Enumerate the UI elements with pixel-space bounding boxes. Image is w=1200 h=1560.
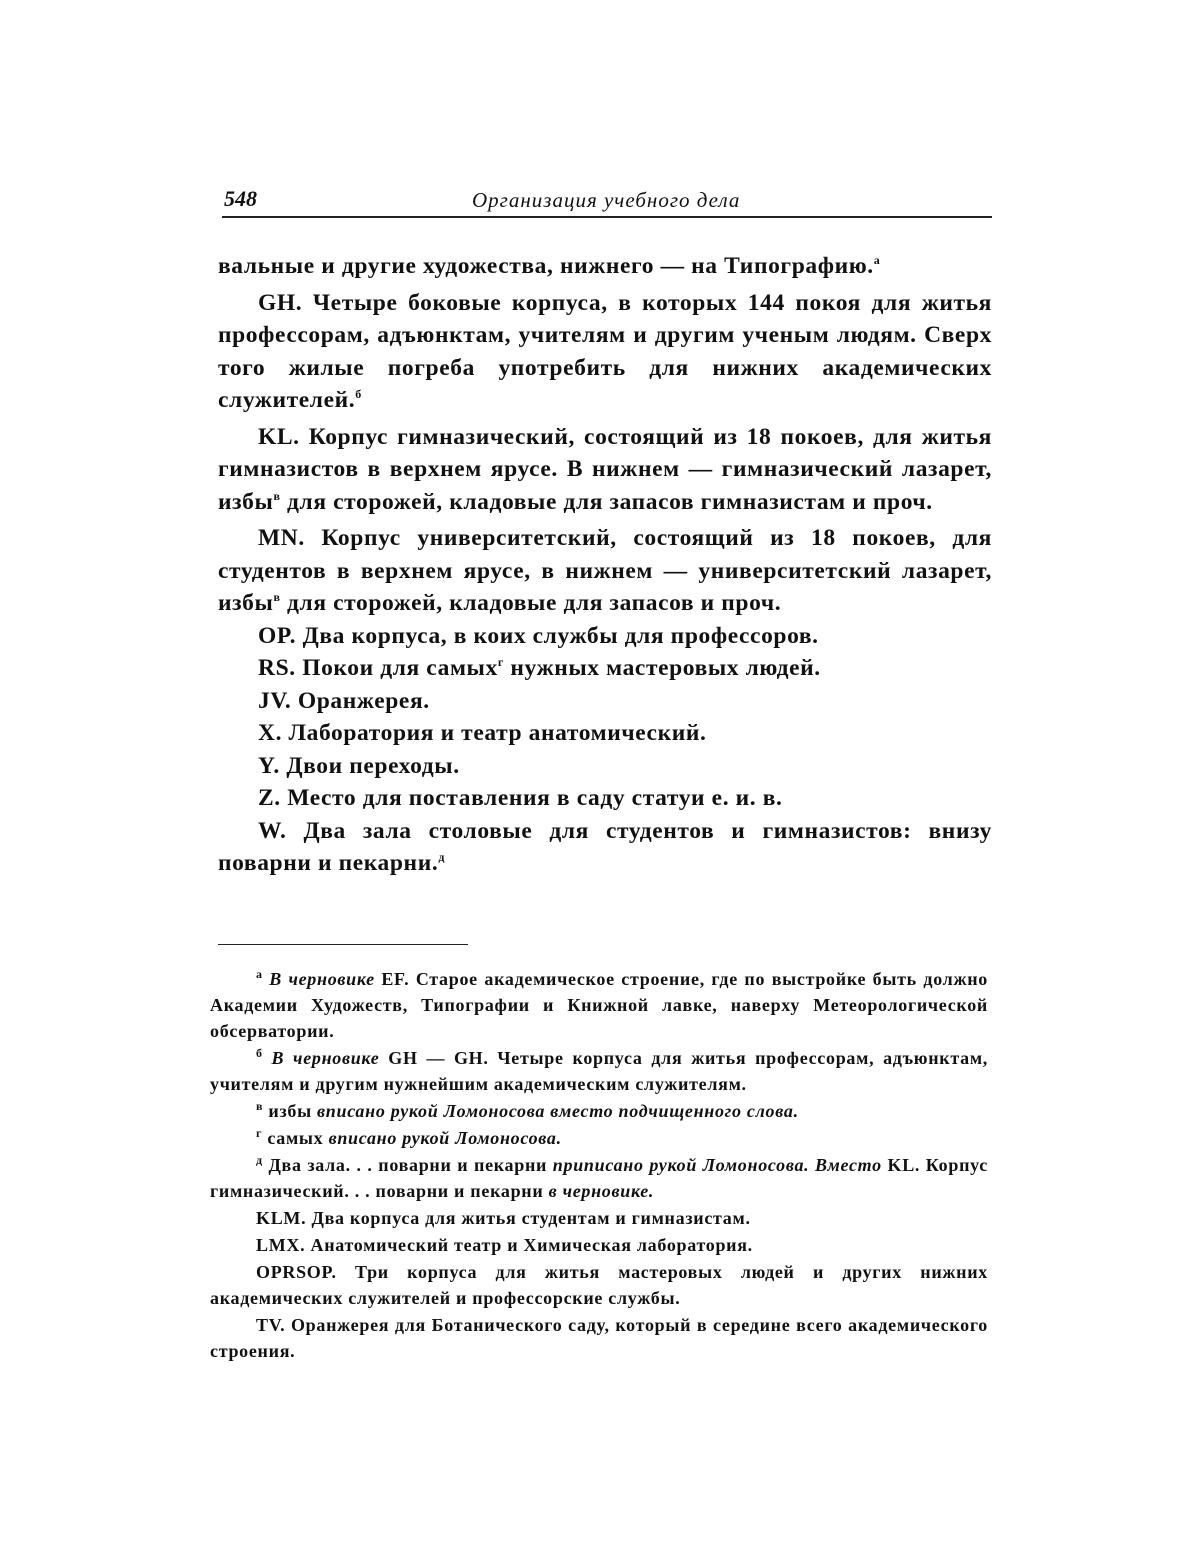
paragraph-op: OP. Два корпуса, в коих службы для профессоров. — [258, 622, 819, 649]
footnote-divider — [218, 944, 468, 945]
running-title: Организация учебного дела — [472, 188, 741, 212]
footnote-g: $^г$ самых вписано рукой Ломоносова. — [256, 1126, 562, 1148]
footnote-tv: TV. Оранжерея для Ботанического саду, который в середине всего академического строения. — [210, 1315, 988, 1361]
main-text — [218, 250, 992, 880]
footnote-d: $^д$ Два зала. . . поварни и пекарни приписано рукой Ломоносова. Вместо KL. Корпус гимназический. . . поварни и пекарни в черновике. — [210, 1153, 988, 1201]
footnote-ref: а — [873, 253, 881, 268]
footnote-oprsop: OPRSOP. Три корпуса для житья мастеровых людей и других нижних академических служителей и профессорские службы. — [210, 1262, 988, 1308]
footnotes — [210, 966, 988, 1365]
footnote-a: $^а$ В черновике EF. Старое академическое строение, где по выстройке быть должно Академии Художеств, Типографии и Книжной лавке, наверху Метеорологической обсерватории. — [210, 967, 988, 1041]
paragraph-jv: JV. Оранжерея. — [258, 687, 430, 714]
paragraph-x: X. Лаборатория и театр анатомический. — [258, 720, 707, 746]
footnote-klm: KLM. Два корпуса для житья студентам и гимназистам. — [256, 1208, 751, 1228]
footnote-ref: б — [355, 387, 362, 402]
paragraph-rs: RS. Покои для самых$^г$ нужных мастеровых людей. — [258, 655, 821, 681]
footnote-ref: д — [438, 850, 445, 865]
footnote-ref: в — [273, 488, 281, 503]
page-number: 548 — [224, 186, 257, 211]
paragraph-kl: KL. Корпус гимназический, состоящий из 18 покоев, для житья гимназистов в верхнем ярусе. В нижнем — гимназический лазарет, избы$^в$ для сторожей, кладовые для запасов гимназистам и проч. — [218, 423, 992, 515]
footnote-ref: в — [273, 590, 281, 605]
footnote-v: $^в$ избы вписано рукой Ломоносова вместо подчищенного слова. — [256, 1099, 799, 1121]
paragraph-y: Y. Двои переходы. — [258, 752, 460, 779]
footnote-ref: г — [497, 655, 504, 670]
paragraph-mn: MN. Корпус университетский, состоящий из 18 покоев, для студентов в верхнем ярусе, в нижнем — университетский лазарет, избы$^в$ для сторожей, кладовые для запасов и проч. — [218, 525, 992, 616]
footnote-lmx: LMX. Анатомический театр и Химическая лаборатория. — [256, 1235, 753, 1255]
page-header — [222, 186, 992, 218]
footnote-b: $^б$ В черновике GH — GH. Четыре корпуса для житья профессорам, адъюнктам, учителям и другим нужнейшим академическим служителям. — [210, 1046, 989, 1094]
paragraph-w: W. Два зала столовые для студентов и гимназистов: внизу поварни и пекарни.$^д$ — [218, 817, 992, 876]
paragraph-z: Z. Место для поставления в саду статуи е. и. в. — [258, 785, 783, 811]
paragraph-gh: GH. Четыре боковые корпуса, в которых 144 покоя для житья профессорам, адъюнктам, учителям и другим ученым людям. Сверх того жилые погреба употребить для нижних академических служителей.$^б$ — [218, 289, 992, 413]
paragraph-continuation: вальные и другие художества, нижнего — на Типографию.$^а$ — [218, 253, 881, 279]
